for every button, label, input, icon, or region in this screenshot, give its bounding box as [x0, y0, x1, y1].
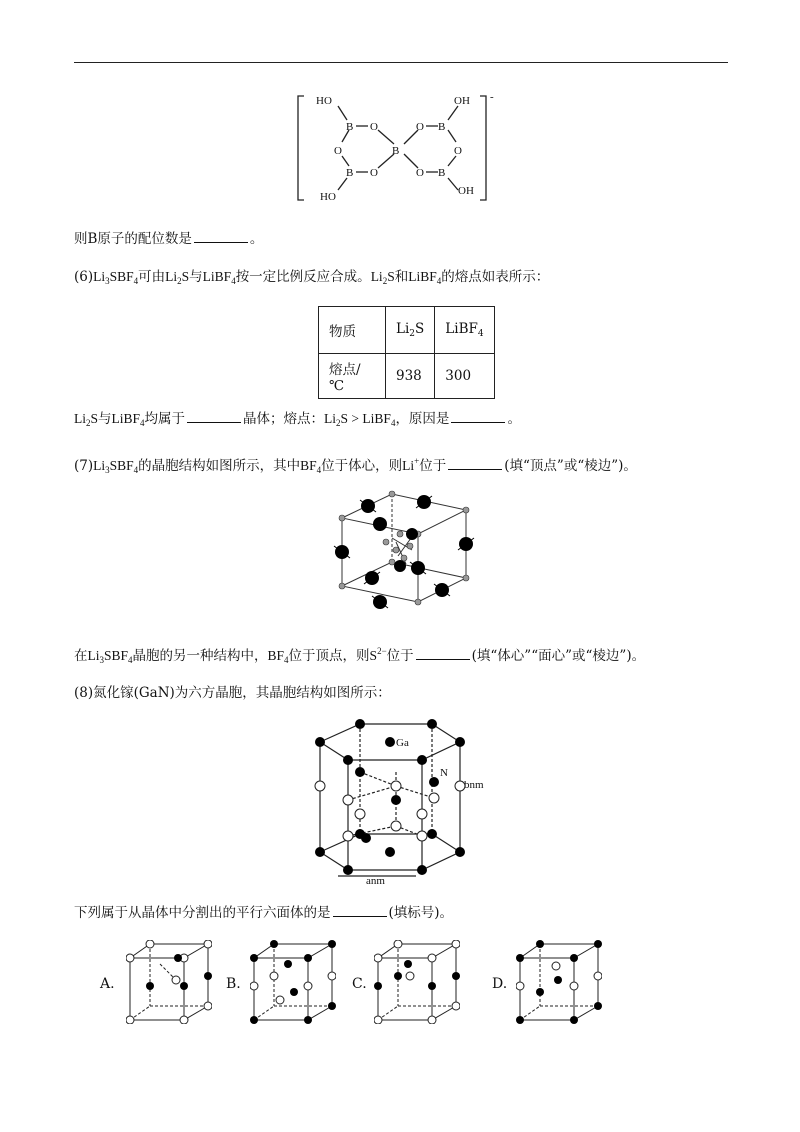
answer-blank[interactable] — [416, 647, 470, 660]
q6-line: $(6)Li_3SBF_4$可由$Li_2S$与LiBF$_4$按一定比例反应合成。$Li_2S$和LiBF$_4$的熔点如表所示： — [74, 269, 550, 286]
boron-atom: B — [346, 121, 354, 133]
oh-label-top: OH — [454, 95, 470, 107]
table-cell: 熔点/℃ — [319, 354, 386, 399]
ho-label-bottom: HO — [320, 191, 336, 203]
answer-blank[interactable] — [187, 410, 241, 423]
answer-blank[interactable] — [448, 457, 502, 470]
option-a-diagram[interactable] — [126, 940, 212, 1024]
answer-blank[interactable] — [333, 904, 387, 917]
q7-line: $(7)Li_3SBF_4$的晶胞结构如图所示，其中$BF_4$位于体心，则Li+位于 (填“顶点”或“棱边”)。 — [74, 456, 637, 475]
table-header: 物质 — [319, 307, 386, 354]
oxygen-atom: O — [370, 167, 378, 179]
option-b-diagram[interactable] — [250, 940, 336, 1024]
option-c-label[interactable]: C. — [352, 976, 367, 992]
option-c-diagram[interactable] — [374, 940, 460, 1024]
table-cell: 300 — [435, 354, 494, 399]
oxygen-atom: O — [416, 167, 424, 179]
boron-atom: B — [438, 121, 446, 133]
table-cell: 938 — [386, 354, 435, 399]
option-d-diagram[interactable] — [516, 940, 602, 1024]
melting-point-table — [318, 306, 495, 399]
oxygen-atom: O — [416, 121, 424, 133]
boron-atom: B — [392, 145, 400, 157]
table-header: $Li_2S$ — [386, 307, 435, 354]
table-header: LiBF$_4$ — [435, 307, 494, 354]
oxygen-atom: O — [454, 145, 462, 157]
header-rule — [74, 62, 728, 63]
oxygen-atom: O — [370, 121, 378, 133]
li3sbf4-unit-cell-diagram — [322, 486, 476, 616]
oxygen-atom: O — [334, 145, 342, 157]
n-label: N — [440, 767, 448, 779]
q8b-line: 下列属于从晶体中分割出的平行六面体的是 (填标号)。 — [74, 905, 454, 921]
borate-anion-diagram — [290, 88, 510, 208]
answer-blank[interactable] — [451, 410, 505, 423]
option-d-label[interactable]: D. — [492, 976, 508, 992]
q7b-line: 在$Li_3SBF_4$晶胞的另一种结构中，$BF_4$位于顶点，则$S^{2-}$位于 (填“体心”“面心”或“棱边”)。 — [74, 646, 646, 665]
oh-label-bottom: OH — [458, 185, 474, 197]
edge-label: anm — [366, 875, 385, 886]
height-label: bnm — [464, 779, 484, 791]
q8-line: (8)氮化镓(GaN)为六方晶胞，其晶胞结构如图所示： — [74, 685, 391, 701]
q6b-line: $Li_2S$与LiBF$_4$均属于 晶体；熔点：$Li_2S$ > LiBF$_4$，原因是 。 — [74, 411, 521, 428]
boron-atom: B — [438, 167, 446, 179]
option-a-label[interactable]: A. — [100, 976, 115, 992]
answer-blank[interactable] — [194, 230, 248, 243]
ga-label: Ga — [396, 737, 409, 749]
ho-label-top: HO — [316, 95, 332, 107]
gan-hexagonal-cell-diagram — [306, 716, 506, 886]
option-b-label[interactable]: B. — [226, 976, 241, 992]
charge-sign: - — [490, 91, 494, 103]
q5-tail-line: 则B原子的配位数是 。 — [74, 231, 264, 247]
boron-atom: B — [346, 167, 354, 179]
